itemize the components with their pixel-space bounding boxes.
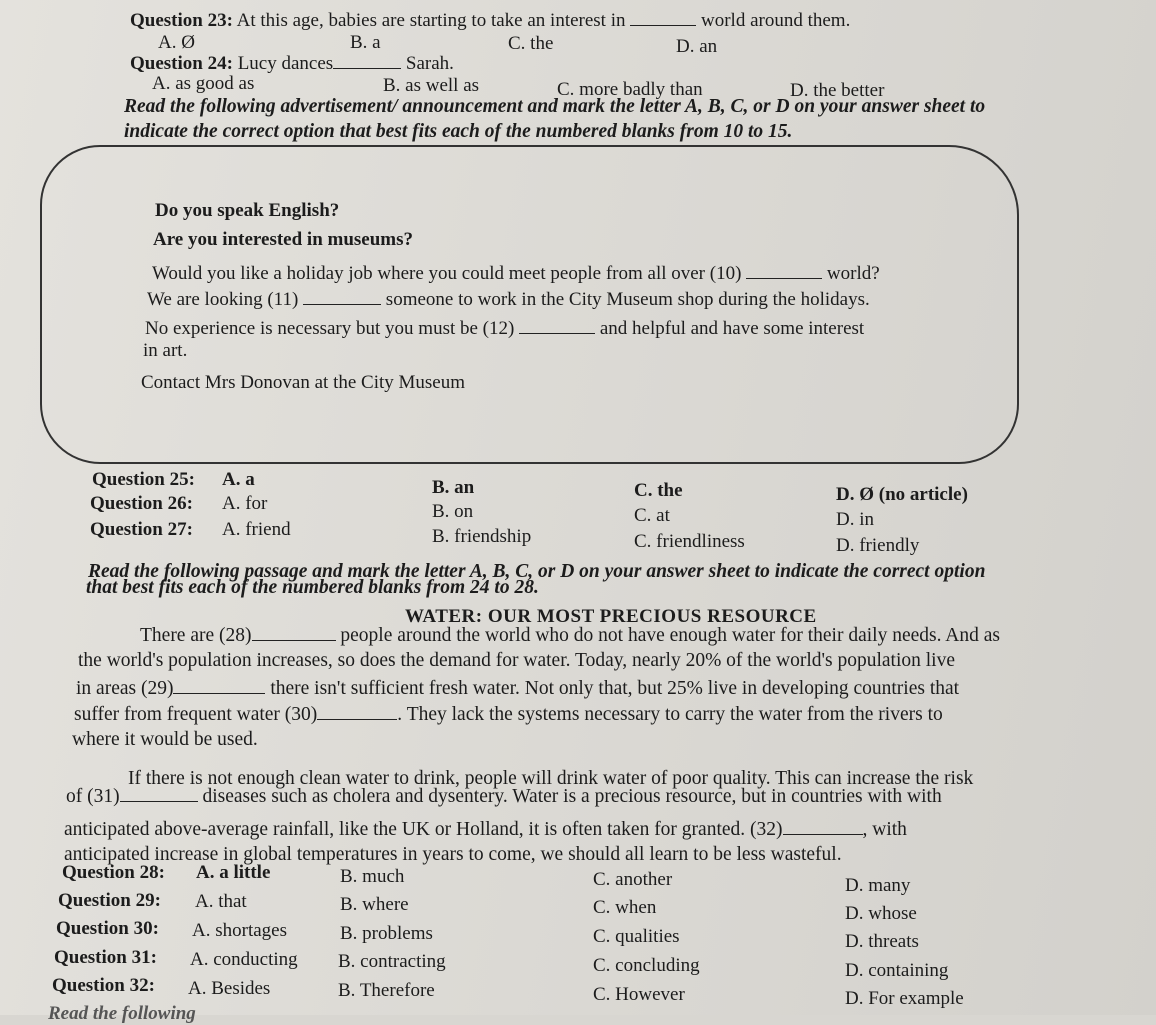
- q25-label: Question 25:: [92, 469, 195, 490]
- blank-29: [173, 677, 265, 694]
- instruction-1-line-2: indicate the correct option that best fits each of the numbered blanks from 10 to 15.: [124, 121, 793, 142]
- blank-11: [303, 288, 381, 305]
- q26-label: Question 26:: [90, 493, 193, 514]
- q23-option-a: A. Ø: [158, 32, 195, 53]
- q30-option-b: B. problems: [340, 923, 433, 944]
- blank-30: [317, 703, 397, 720]
- passage-line-3: in areas (29) there isn't sufficient fresh water. Not only that, but 25% live in developing countries that: [76, 678, 960, 699]
- q30-option-c: C. qualities: [593, 926, 680, 947]
- q32-option-c: C. However: [593, 984, 685, 1005]
- q28-option-b: B. much: [340, 866, 405, 887]
- q29-option-d: D. whose: [845, 903, 917, 924]
- blank-28: [252, 624, 336, 641]
- q29-option-a: A. that: [195, 891, 247, 912]
- q30-option-a: A. shortages: [192, 920, 287, 941]
- q25-option-a: A. a: [222, 469, 255, 490]
- blank-10: [746, 262, 822, 279]
- q26-option-d: D. in: [836, 509, 874, 530]
- q25-option-b: B. an: [432, 477, 475, 498]
- instruction-2-line-1: Read the following passage and mark the letter A, B, C, or D on your answer sheet to indicate the correct option: [88, 561, 986, 582]
- next-instruction-cutoff: Read the following: [48, 1003, 196, 1024]
- q27-option-c: C. friendliness: [634, 531, 745, 552]
- q23-option-d: D. an: [676, 36, 718, 57]
- q26-option-b: B. on: [432, 501, 474, 522]
- blank: [630, 9, 696, 26]
- ad-contact: Contact Mrs Donovan at the City Museum: [141, 372, 466, 393]
- passage-line-9: anticipated increase in global temperatures in years to come, we should all learn to be less wasteful.: [64, 844, 842, 865]
- q24-option-d: D. the better: [790, 80, 885, 101]
- q23-option-b: B. a: [350, 32, 381, 53]
- blank: [333, 52, 401, 69]
- q31-option-a: A. conducting: [190, 949, 298, 970]
- ad-line-4: We are looking (11) someone to work in the City Museum shop during the holidays.: [147, 289, 870, 310]
- q25-option-d: D. Ø (no article): [836, 484, 968, 505]
- q32-option-b: B. Therefore: [338, 980, 435, 1001]
- q28-option-a: A. a little: [196, 862, 271, 883]
- ad-line-3: Would you like a holiday job where you could meet people from all over (10) world?: [152, 263, 880, 284]
- q31-label: Question 31:: [54, 947, 157, 968]
- q27-option-b: B. friendship: [432, 526, 532, 547]
- q32-label: Question 32:: [52, 975, 155, 996]
- q24-option-b: B. as well as: [383, 75, 480, 96]
- q31-option-d: D. containing: [845, 960, 949, 981]
- q30-label: Question 30:: [56, 918, 159, 939]
- q29-label: Question 29:: [58, 890, 161, 911]
- passage-line-5: where it would be used.: [72, 729, 258, 750]
- passage-line-2: the world's population increases, so does the demand for water. Today, nearly 20% of the world's population live: [78, 650, 955, 671]
- q32-option-d: D. For example: [845, 988, 964, 1009]
- q30-option-d: D. threats: [845, 931, 919, 952]
- blank-31: [120, 785, 198, 802]
- passage-line-8: anticipated above-average rainfall, like the UK or Holland, it is often taken for granted. (32) , with: [64, 819, 907, 840]
- instruction-1-line-1: Read the following advertisement/ announcement and mark the letter A, B, C, or D on your answer sheet to: [124, 96, 986, 117]
- q24-option-c: C. more badly than: [557, 79, 703, 100]
- q32-option-a: A. Besides: [188, 978, 271, 999]
- q29-option-b: B. where: [340, 894, 409, 915]
- ad-line-6: in art.: [143, 340, 188, 361]
- ad-line-5: No experience is necessary but you must be (12) and helpful and have some interest: [145, 318, 865, 339]
- q28-option-c: C. another: [593, 869, 673, 890]
- q28-label: Question 28:: [62, 862, 165, 883]
- question-23: Question 23: At this age, babies are starting to take an interest in world around them.: [130, 10, 851, 31]
- q26-option-c: C. at: [634, 505, 670, 526]
- passage-line-7: of (31) diseases such as cholera and dysentery. Water is a precious resource, but in countries with with: [66, 786, 942, 807]
- q31-option-b: B. contracting: [338, 951, 446, 972]
- q25-option-c: C. the: [634, 480, 683, 501]
- blank-32: [783, 818, 863, 835]
- q27-label: Question 27:: [90, 519, 193, 540]
- passage-line-1: There are (28) people around the world who do not have enough water for their daily needs. And as: [140, 625, 1000, 646]
- passage-title: WATER: OUR MOST PRECIOUS RESOURCE: [405, 606, 817, 627]
- q24-option-a: A. as good as: [152, 73, 255, 94]
- q28-option-d: D. many: [845, 875, 911, 896]
- q29-option-c: C. when: [593, 897, 657, 918]
- passage-line-6: If there is not enough clean water to drink, people will drink water of poor quality. This can increase the risk: [128, 768, 974, 789]
- q23-option-c: C. the: [508, 33, 554, 54]
- q31-option-c: C. concluding: [593, 955, 700, 976]
- ad-heading-2: Are you interested in museums?: [153, 229, 414, 250]
- passage-line-4: suffer from frequent water (30) . They lack the systems necessary to carry the water from the rivers to: [74, 704, 943, 725]
- q27-option-a: A. friend: [222, 519, 291, 540]
- ad-heading-1: Do you speak English?: [155, 200, 340, 221]
- instruction-2-line-2: that best fits each of the numbered blanks from 24 to 28.: [86, 577, 539, 598]
- question-24: Question 24: Lucy dances Sarah.: [130, 53, 454, 74]
- blank-12: [519, 317, 595, 334]
- q26-option-a: A. for: [222, 493, 268, 514]
- q27-option-d: D. friendly: [836, 535, 920, 556]
